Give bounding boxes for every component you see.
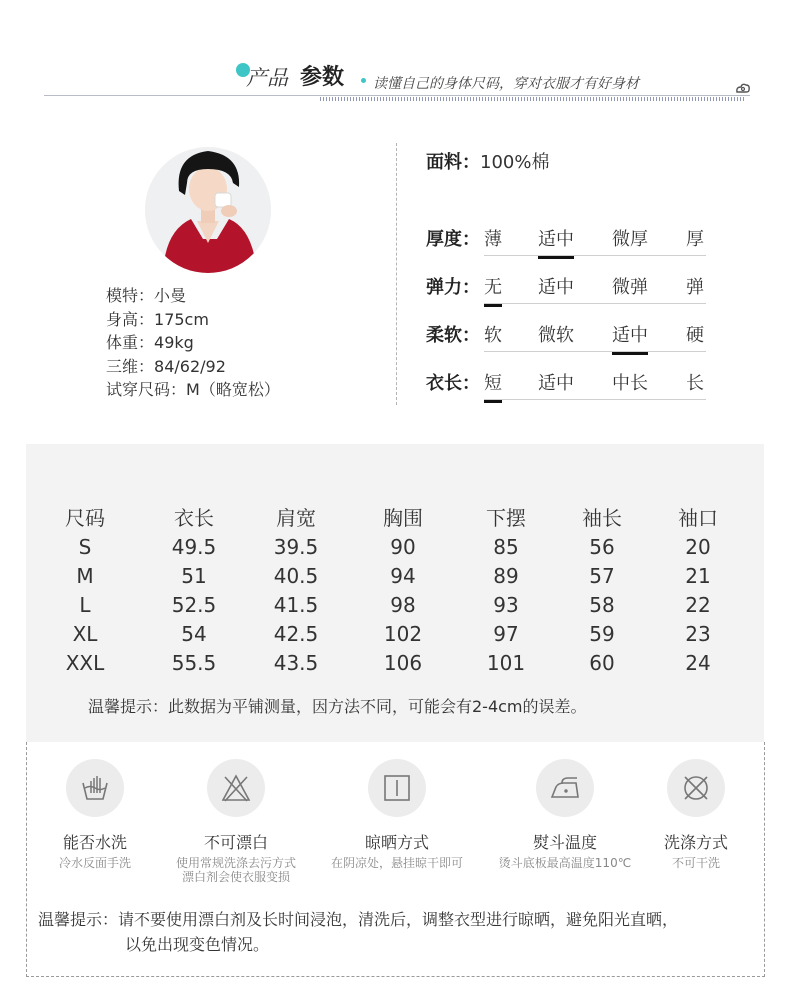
care-title: 晾晒方式 — [364, 833, 429, 852]
table-cell: 22 — [685, 593, 711, 617]
header-rule — [44, 95, 750, 96]
attr-option: 微厚 — [612, 229, 648, 250]
size-col-cuff — [668, 504, 728, 678]
size-table-note: 温馨提示：此数据为平铺测量，因方法不同，可能会有2-4cm的误差。 — [88, 697, 587, 716]
care-icon-circle — [207, 759, 265, 817]
table-header: 尺码 — [65, 506, 105, 530]
model-weight-label: 体重： — [106, 333, 155, 352]
care-item-wash — [20, 759, 170, 870]
attr-option-selected: 适中 — [538, 225, 574, 251]
section-title-product: 产品 — [246, 66, 288, 90]
attr-options — [484, 225, 706, 256]
care-icon-circle — [667, 759, 725, 817]
table-cell: 101 — [486, 651, 526, 675]
table-cell: 55.5 — [171, 651, 217, 675]
model-info — [106, 284, 280, 402]
attr-label: 衣长： — [426, 373, 480, 394]
attr-option: 中长 — [612, 373, 648, 394]
attr-elasticity — [426, 273, 716, 303]
care-title: 不可漂白 — [203, 833, 268, 852]
care-warning-line: 以免出现变色情况。 — [125, 935, 270, 954]
no-bleach-icon — [221, 773, 251, 803]
attr-options — [484, 273, 706, 304]
hand-wash-icon — [80, 773, 110, 803]
model-name-value: 小曼 — [154, 286, 187, 305]
fabric-label: 面料： — [426, 152, 480, 173]
vertical-divider — [396, 143, 397, 405]
attr-option: 硬 — [686, 325, 704, 346]
table-cell: 42.5 — [273, 622, 319, 646]
cloud-icon — [735, 82, 751, 94]
attr-option-selected: 适中 — [612, 321, 648, 347]
size-col-size — [55, 504, 115, 678]
attr-label: 柔软： — [426, 325, 480, 346]
model-name-label: 模特： — [106, 286, 155, 305]
care-warning — [38, 907, 678, 957]
attr-softness — [426, 321, 716, 351]
care-subtitle — [161, 856, 311, 884]
attr-options — [484, 321, 706, 352]
table-cell: 56 — [589, 535, 615, 559]
table-cell: L — [79, 593, 91, 617]
care-item-dry — [322, 759, 472, 870]
attr-option: 微软 — [538, 325, 574, 346]
table-cell: 51 — [181, 564, 207, 588]
model-height-row — [106, 308, 280, 332]
header-separator-dot — [361, 78, 366, 83]
table-header: 肩宽 — [276, 506, 316, 530]
table-header: 袖口 — [678, 506, 718, 530]
table-cell: S — [78, 535, 92, 559]
table-cell: 21 — [685, 564, 711, 588]
care-item-bleach — [161, 759, 311, 884]
care-subtitle — [322, 856, 472, 870]
model-height-label: 身高： — [106, 309, 155, 329]
care-subtitle-line: 冷水反面手洗 — [58, 856, 131, 870]
table-cell: 93 — [493, 593, 519, 617]
table-cell: M — [76, 564, 94, 588]
model-trial-row — [106, 378, 280, 402]
size-col-shoulder — [266, 504, 326, 678]
care-icon-circle — [536, 759, 594, 817]
table-cell: 43.5 — [273, 651, 319, 675]
attr-option: 软 — [484, 325, 502, 346]
table-cell: 106 — [383, 651, 423, 675]
table-cell: 41.5 — [273, 593, 319, 617]
care-item-dryclean — [621, 759, 771, 870]
table-cell: 102 — [383, 622, 423, 646]
care-subtitle-line: 不可干洗 — [671, 856, 720, 870]
model-height-value: 175cm — [154, 309, 209, 329]
care-subtitle-line: 使用常规洗涤去污方式 — [175, 856, 296, 870]
model-measure-label: 三维： — [106, 356, 155, 376]
care-subtitle — [621, 856, 771, 870]
table-cell: 60 — [589, 651, 615, 675]
table-cell: 97 — [493, 622, 519, 646]
fabric-row — [426, 148, 549, 174]
section-subtitle: 读懂自己的身体尺码，穿对衣服才有好身材 — [373, 76, 639, 92]
table-header: 袖长 — [582, 506, 622, 530]
attr-option: 长 — [686, 373, 704, 394]
attr-label: 弹力： — [426, 277, 480, 298]
table-cell: XL — [72, 622, 98, 646]
line-dry-shade-icon — [382, 773, 412, 803]
care-title: 能否水洗 — [62, 833, 127, 852]
table-cell: 57 — [589, 564, 615, 588]
model-trial-value: M（略宽松） — [186, 380, 280, 399]
model-weight-value: 49kg — [154, 333, 194, 352]
iron-icon — [550, 773, 580, 803]
attr-option-selected: 短 — [484, 369, 502, 395]
attr-label: 厚度： — [426, 229, 480, 250]
attr-option: 微弹 — [612, 277, 648, 298]
table-header: 胸围 — [383, 506, 423, 530]
care-icon-circle — [368, 759, 426, 817]
header-stripe — [320, 97, 744, 101]
table-cell: 89 — [493, 564, 519, 588]
care-item-iron — [490, 759, 640, 870]
care-title: 洗涤方式 — [663, 833, 728, 852]
attr-option: 厚 — [686, 229, 704, 250]
care-subtitle — [490, 856, 640, 870]
model-name-row — [106, 284, 280, 308]
size-col-hem — [476, 504, 536, 678]
table-cell: 24 — [685, 651, 711, 675]
table-cell: 23 — [685, 622, 711, 646]
table-cell: 94 — [390, 564, 416, 588]
table-cell: 39.5 — [273, 535, 319, 559]
model-measure-value: 84/62/92 — [154, 356, 226, 376]
care-title: 熨斗温度 — [532, 833, 597, 852]
fabric-value: 100%棉 — [480, 152, 550, 173]
table-cell: 98 — [390, 593, 416, 617]
table-cell: 49.5 — [171, 535, 217, 559]
size-col-length — [164, 504, 224, 678]
section-title-params: 参数 — [300, 65, 345, 90]
size-col-sleeve — [572, 504, 632, 678]
table-cell: 52.5 — [171, 593, 217, 617]
attr-option: 薄 — [484, 229, 502, 250]
table-cell: 54 — [181, 622, 207, 646]
model-weight-row — [106, 331, 280, 355]
care-icon-circle — [66, 759, 124, 817]
table-cell: 90 — [390, 535, 416, 559]
model-trial-label: 试穿尺码： — [106, 380, 187, 399]
model-measure-row — [106, 355, 280, 379]
care-warning-line: 温馨提示：请不要使用漂白剂及长时间浸泡，清洗后，调整衣型进行晾晒，避免阳光直晒， — [38, 910, 679, 929]
attr-option: 适中 — [538, 277, 574, 298]
care-subtitle-line: 在阴凉处，悬挂晾干即可 — [330, 856, 463, 870]
table-cell: 58 — [589, 593, 615, 617]
care-subtitle-line: 烫斗底板最高温度110℃ — [498, 856, 632, 870]
attr-option: 弹 — [686, 277, 704, 298]
care-subtitle — [20, 856, 170, 870]
attr-options — [484, 369, 706, 400]
table-cell: 20 — [685, 535, 711, 559]
table-cell: 59 — [589, 622, 615, 646]
table-cell: XXL — [65, 651, 105, 675]
table-cell: 85 — [493, 535, 519, 559]
attr-option: 适中 — [538, 373, 574, 394]
table-header: 下摆 — [486, 506, 526, 530]
size-col-chest — [373, 504, 433, 678]
table-header: 衣长 — [174, 506, 214, 530]
model-avatar — [145, 147, 271, 273]
care-subtitle-line: 漂白剂会使衣服变损 — [181, 870, 290, 884]
no-dry-clean-icon — [681, 773, 711, 803]
table-cell: 40.5 — [273, 564, 319, 588]
attr-length — [426, 369, 716, 399]
attr-thickness — [426, 225, 716, 255]
attr-option-selected: 无 — [484, 273, 502, 299]
